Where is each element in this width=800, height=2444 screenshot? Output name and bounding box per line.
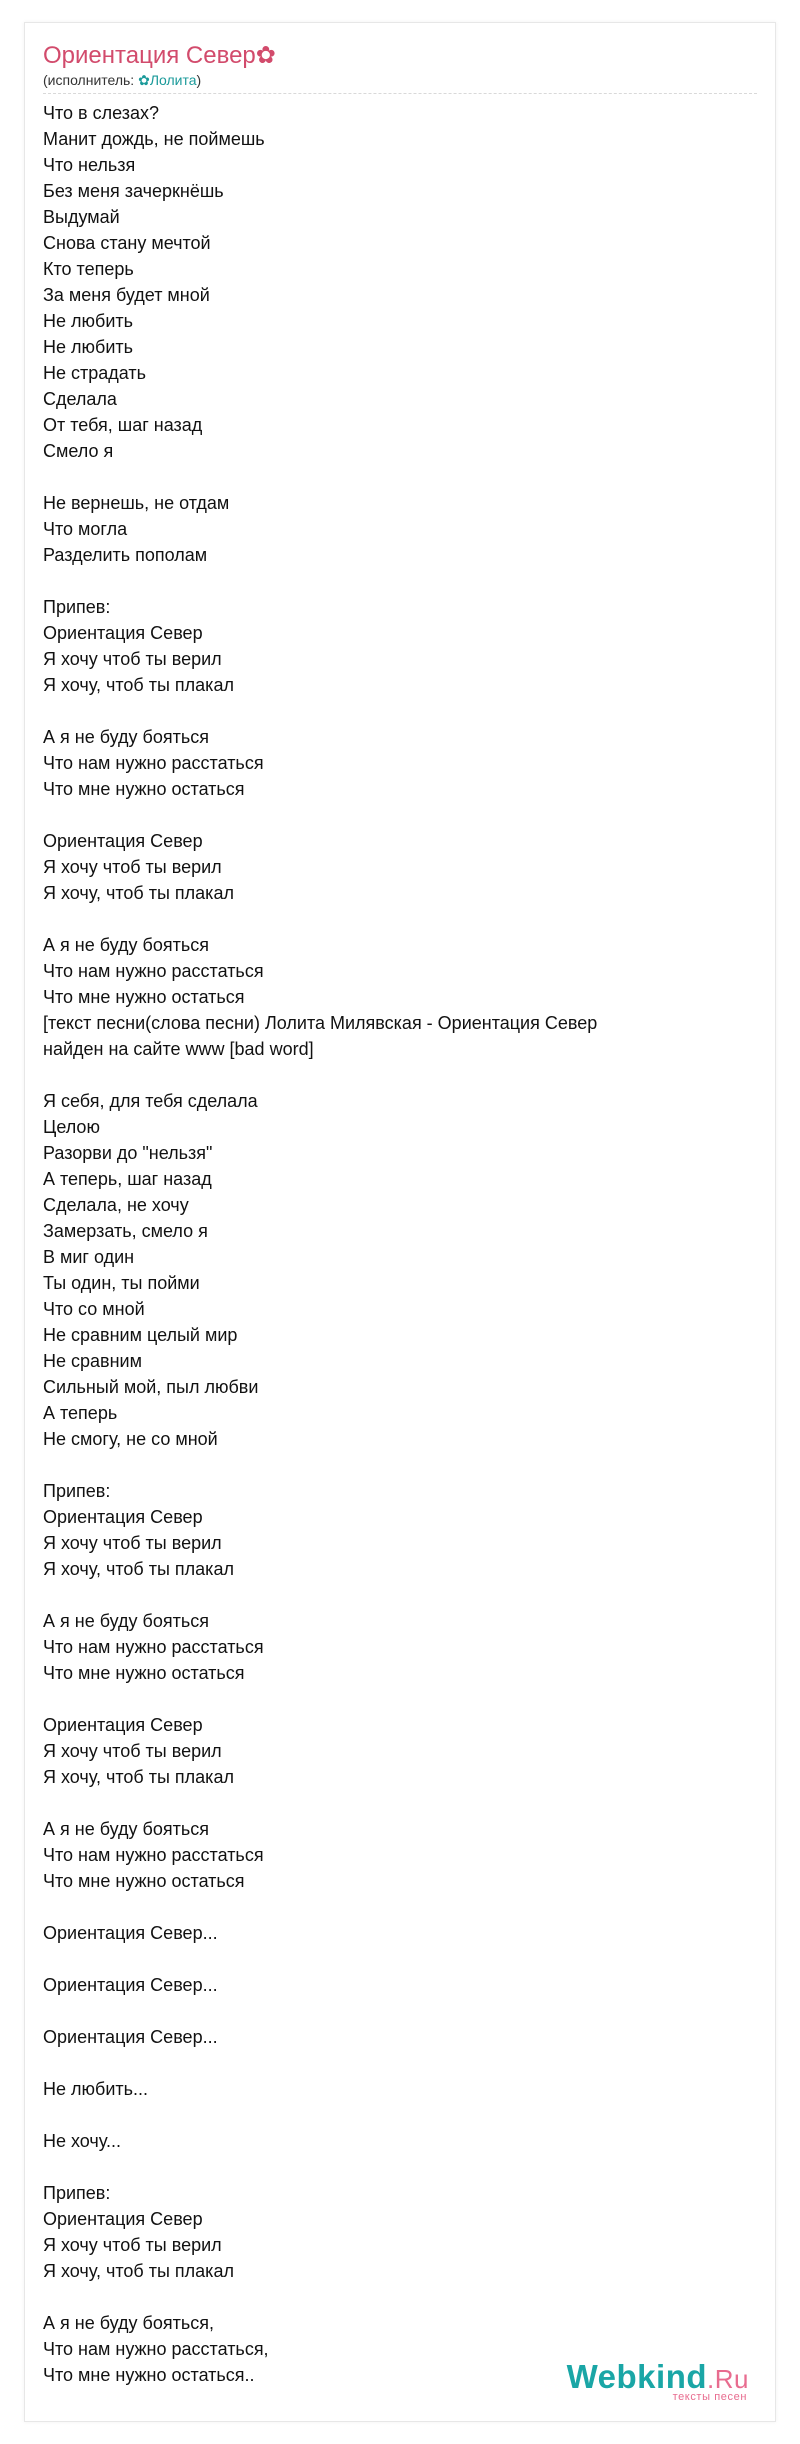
- lyric-line: [43, 1894, 757, 1920]
- lyric-line: Я хочу чтоб ты верил: [43, 1741, 222, 1761]
- lyric-line: Что нам нужно расстаться: [43, 1637, 264, 1657]
- lyric-line: Что мне нужно остаться: [43, 1871, 245, 1891]
- lyric-line: Что нам нужно расстаться,: [43, 2339, 269, 2359]
- lyric-line: Без меня зачеркнёшь: [43, 181, 224, 201]
- artist-prefix: (исполнитель:: [43, 72, 139, 88]
- lyric-line: Что мне нужно остаться: [43, 779, 245, 799]
- lyric-line: Ориентация Север: [43, 831, 203, 851]
- lyric-line: Не любить: [43, 337, 133, 357]
- lyric-line: Не хочу...: [43, 2131, 122, 2151]
- lyric-line: Не вернешь, не отдам: [43, 493, 230, 513]
- lyric-line: В миг один: [43, 1247, 135, 1267]
- lyric-line: Ориентация Север...: [43, 1975, 218, 1995]
- artist-name: Лолита: [149, 72, 197, 88]
- lyric-line: [43, 2154, 757, 2180]
- lyric-line: За меня будет мной: [43, 285, 210, 305]
- lyric-line: Я хочу, чтоб ты плакал: [43, 1767, 234, 1787]
- logo-wordmark: Webkind: [566, 2358, 708, 2395]
- lyric-line: Не сравним: [43, 1351, 142, 1371]
- lyric-line: Припев:: [43, 1481, 111, 1501]
- lyric-line: [43, 906, 757, 932]
- lyric-line: [43, 698, 757, 724]
- flower-icon: ✿: [138, 72, 150, 88]
- lyric-line: Я хочу чтоб ты верил: [43, 857, 222, 877]
- lyric-line: [текст песни(слова песни) Лолита Милявская - Ориентация Север: [43, 1013, 598, 1033]
- lyrics-card: [24, 22, 776, 2422]
- lyric-line: Сделала: [43, 389, 117, 409]
- lyric-line: [43, 1062, 757, 1088]
- lyric-line: Не смогу, не со мной: [43, 1429, 218, 1449]
- lyric-line: Что нельзя: [43, 155, 136, 175]
- lyric-line: Не сравним целый мир: [43, 1325, 238, 1345]
- artist-link[interactable]: [138, 72, 196, 88]
- lyric-line: Я хочу чтоб ты верил: [43, 2235, 222, 2255]
- lyric-line: Я хочу, чтоб ты плакал: [43, 675, 234, 695]
- lyric-line: Сделала, не хочу: [43, 1195, 189, 1215]
- lyric-line: Ориентация Север...: [43, 2027, 218, 2047]
- logo-tld: .Ru: [707, 2364, 749, 2394]
- lyric-line: Ориентация Север: [43, 1507, 203, 1527]
- artist-suffix: ): [196, 72, 202, 88]
- lyric-line: Ориентация Север...: [43, 1923, 218, 1943]
- lyric-line: Что мне нужно остаться: [43, 1663, 245, 1683]
- lyrics-text: [43, 100, 757, 2388]
- lyric-line: Я хочу, чтоб ты плакал: [43, 883, 234, 903]
- lyric-line: А я не буду бояться: [43, 1819, 209, 1839]
- lyric-line: От тебя, шаг назад: [43, 415, 203, 435]
- lyric-line: Ты один, ты пойми: [43, 1273, 200, 1293]
- lyric-line: Что мне нужно остаться: [43, 987, 245, 1007]
- lyric-line: Ориентация Север: [43, 1715, 203, 1735]
- artist-line: [43, 71, 757, 89]
- lyric-line: А теперь, шаг назад: [43, 1169, 212, 1189]
- lyric-line: Сильный мой, пыл любви: [43, 1377, 259, 1397]
- lyric-line: Снова стану мечтой: [43, 233, 211, 253]
- lyric-line: [43, 2102, 757, 2128]
- lyric-line: [43, 464, 757, 490]
- lyric-line: Что мне нужно остаться..: [43, 2365, 255, 2385]
- logo-tagline: тексты песен: [672, 2391, 747, 2403]
- lyric-line: Я себя, для тебя сделала: [43, 1091, 258, 1111]
- lyric-line: Выдумай: [43, 207, 120, 227]
- lyric-line: [43, 568, 757, 594]
- lyric-line: А я не буду бояться,: [43, 2313, 214, 2333]
- lyric-line: Кто теперь: [43, 259, 134, 279]
- lyric-line: Смело я: [43, 441, 114, 461]
- lyric-line: [43, 1686, 757, 1712]
- lyric-line: [43, 1452, 757, 1478]
- song-title: Ориентация Север: [43, 42, 256, 69]
- lyric-line: Что нам нужно расстаться: [43, 961, 264, 981]
- lyric-line: [43, 2284, 757, 2310]
- lyric-line: Что в слезах?: [43, 103, 160, 123]
- site-logo[interactable]: [567, 2360, 749, 2403]
- lyric-line: [43, 1946, 757, 1972]
- lyric-line: Не любить...: [43, 2079, 149, 2099]
- lyric-line: Манит дождь, не поймешь: [43, 129, 265, 149]
- lyric-line: Разделить пополам: [43, 545, 208, 565]
- lyric-line: [43, 1790, 757, 1816]
- lyric-line: найден на сайте www [bad word]: [43, 1039, 314, 1059]
- lyrics-card-content: [43, 41, 757, 2388]
- lyric-line: Что со мной: [43, 1299, 145, 1319]
- lyric-line: А я не буду бояться: [43, 727, 209, 747]
- lyric-line: Припев:: [43, 597, 111, 617]
- lyric-line: Я хочу чтоб ты верил: [43, 1533, 222, 1553]
- lyric-line: Замерзать, смело я: [43, 1221, 208, 1241]
- page-title: [43, 41, 757, 71]
- lyric-line: Я хочу, чтоб ты плакал: [43, 2261, 234, 2281]
- lyric-line: Не любить: [43, 311, 133, 331]
- lyric-line: Я хочу чтоб ты верил: [43, 649, 222, 669]
- lyric-line: Целою: [43, 1117, 100, 1137]
- lyric-line: Ориентация Север: [43, 623, 203, 643]
- lyric-line: Что могла: [43, 519, 128, 539]
- lyric-line: [43, 2050, 757, 2076]
- lyric-line: [43, 1582, 757, 1608]
- lyric-line: Припев:: [43, 2183, 111, 2203]
- lyric-line: [43, 802, 757, 828]
- lyric-line: А я не буду бояться: [43, 935, 209, 955]
- lyric-line: Я хочу, чтоб ты плакал: [43, 1559, 234, 1579]
- flower-icon: ✿: [255, 42, 276, 69]
- lyric-line: Что нам нужно расстаться: [43, 753, 264, 773]
- lyric-line: А теперь: [43, 1403, 118, 1423]
- header-divider: [43, 93, 757, 94]
- lyric-line: Не страдать: [43, 363, 147, 383]
- lyric-line: [43, 1998, 757, 2024]
- lyric-line: Разорви до "нельзя": [43, 1143, 213, 1163]
- lyric-line: Что нам нужно расстаться: [43, 1845, 264, 1865]
- lyric-line: А я не буду бояться: [43, 1611, 209, 1631]
- lyric-line: Ориентация Север: [43, 2209, 203, 2229]
